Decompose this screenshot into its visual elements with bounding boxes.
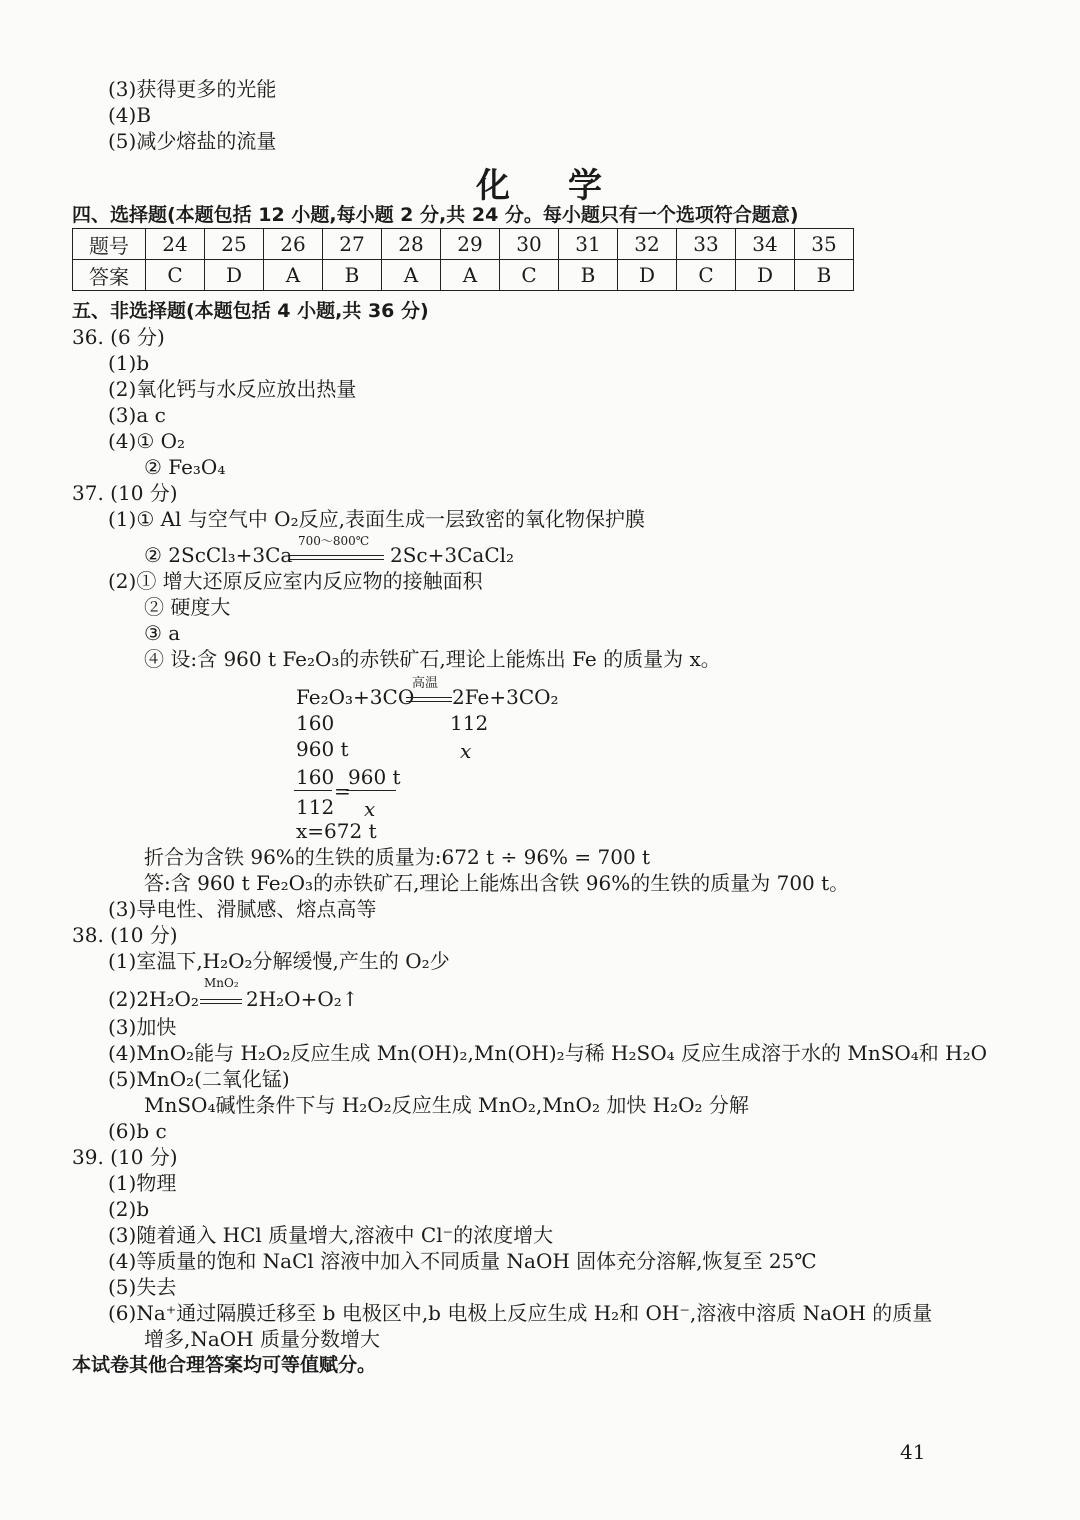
- q39-answer-1: (1)物理: [108, 1171, 177, 1195]
- q38-answer-5-2: MnSO₄碱性条件下与 H₂O₂反应生成 MnO₂,MnO₂ 加快 H₂O₂ 分解: [144, 1093, 749, 1117]
- calc-result: x=672 t: [296, 819, 377, 843]
- q39-answer-6-2: 增多,NaOH 质量分数增大: [144, 1327, 380, 1351]
- table-cell: D: [205, 260, 264, 291]
- page-number: 41: [900, 1440, 926, 1464]
- fraction-bar: [294, 790, 332, 791]
- q37-answer-2-1: (2)① 增大还原反应室内反应物的接触面积: [108, 569, 483, 593]
- frac-numerator-1: 160: [296, 765, 335, 789]
- table-row-answers: [73, 260, 854, 291]
- q38-equation-right: 2H₂O+O₂↑: [246, 987, 359, 1011]
- q37-heading: 37. (10 分): [72, 481, 178, 505]
- q39-answer-5: (5)失去: [108, 1275, 177, 1299]
- table-cell: B: [795, 260, 854, 291]
- q36-heading: 36. (6 分): [72, 325, 165, 349]
- section4-header: 四、选择题(本题包括 12 小题,每小题 2 分,共 24 分。每小题只有一个选项符合题意): [72, 204, 799, 226]
- frac-numerator-2: 960 t: [348, 765, 401, 789]
- frac-denominator-2: x: [364, 797, 376, 821]
- q38-answer-4: (4)MnO₂能与 H₂O₂反应生成 Mn(OH)₂,Mn(OH)₂与稀 H₂SO₄ 反应生成溶于水的 MnSO₄和 H₂O: [108, 1041, 988, 1065]
- equals-sign-icon: [406, 697, 452, 702]
- table-cell: A: [264, 260, 323, 291]
- table-cell: D: [618, 260, 677, 291]
- table-cell: B: [323, 260, 382, 291]
- calc-given-2: x: [460, 739, 472, 763]
- q37-answer-2-3: ③ a: [144, 621, 181, 645]
- calc-molar-1: 160: [296, 711, 335, 735]
- q38-answer-5-1: (5)MnO₂(二氧化锰): [108, 1067, 290, 1091]
- footer-note: 本试卷其他合理答案均可等值赋分。: [72, 1354, 377, 1376]
- calc-molar-2: 112: [450, 711, 489, 735]
- q36-answer-2: (2)氧化钙与水反应放出热量: [108, 377, 357, 401]
- table-row-label: 题号: [73, 229, 146, 260]
- q36-answer-3: (3)a c: [108, 403, 166, 427]
- q37-final-answer: 答:含 960 t Fe₂O₃的赤铁矿石,理论上能炼出含铁 96%的生铁的质量为 700 t。: [144, 871, 850, 895]
- mc-answer-table: [72, 228, 854, 291]
- q37-equation-condition: 700～800℃: [298, 534, 370, 548]
- table-cell: 25: [205, 229, 264, 260]
- equals-sign-icon: [288, 555, 384, 560]
- table-cell: A: [441, 260, 500, 291]
- table-cell: 31: [559, 229, 618, 260]
- q37-answer-2-2: ② 硬度大: [144, 595, 231, 619]
- calc-given-1: 960 t: [296, 737, 349, 761]
- q39-answer-3: (3)随着通入 HCl 质量增大,溶液中 Cl⁻的浓度增大: [108, 1223, 554, 1247]
- page-title: 化 学: [476, 166, 614, 206]
- q36-answer-1: (1)b: [108, 351, 150, 375]
- table-cell: A: [382, 260, 441, 291]
- table-cell: 26: [264, 229, 323, 260]
- q39-answer-6-1: (6)Na⁺通过隔膜迁移至 b 电极区中,b 电极上反应生成 H₂和 OH⁻,溶液中溶质 NaOH 的质量: [108, 1301, 933, 1325]
- table-cell: 35: [795, 229, 854, 260]
- table-row-numbers: [73, 229, 854, 260]
- q38-equation-condition: MnO₂: [204, 976, 239, 990]
- frac-equals: =: [334, 779, 351, 803]
- prev-answer-3: (3)获得更多的光能: [108, 77, 277, 101]
- q38-answer-1: (1)室温下,H₂O₂分解缓慢,产生的 O₂少: [108, 949, 450, 973]
- q39-heading: 39. (10 分): [72, 1145, 178, 1169]
- table-row-label: 答案: [73, 260, 146, 291]
- q37-equation-left: ② 2ScCl₃+3Ca: [144, 543, 293, 567]
- calc-equation-condition: 高温: [412, 676, 439, 691]
- table-cell: 27: [323, 229, 382, 260]
- table-cell: 32: [618, 229, 677, 260]
- q37-equation-right: 2Sc+3CaCl₂: [390, 543, 515, 567]
- frac-denominator-1: 112: [296, 795, 335, 819]
- prev-answer-4: (4)B: [108, 103, 152, 127]
- prev-answer-5: (5)减少熔盐的流量: [108, 129, 277, 153]
- table-cell: 34: [736, 229, 795, 260]
- fraction-bar: [346, 790, 396, 791]
- equals-sign-icon: [200, 999, 242, 1004]
- q37-answer-3: (3)导电性、滑腻感、熔点高等: [108, 897, 377, 921]
- q37-conversion: 折合为含铁 96%的生铁的质量为:672 t ÷ 96% = 700 t: [144, 845, 651, 869]
- q37-answer-2-4: ④ 设:含 960 t Fe₂O₃的赤铁矿石,理论上能炼出 Fe 的质量为 x。: [144, 647, 721, 671]
- calc-equation-left: Fe₂O₃+3CO: [296, 685, 415, 709]
- table-cell: B: [559, 260, 618, 291]
- q39-answer-2: (2)b: [108, 1197, 150, 1221]
- table-cell: C: [500, 260, 559, 291]
- q36-answer-4-2: ② Fe₃O₄: [144, 455, 226, 479]
- q38-equation-left: (2)2H₂O₂: [108, 987, 199, 1011]
- q38-answer-6: (6)b c: [108, 1119, 167, 1143]
- table-cell: 33: [677, 229, 736, 260]
- table-cell: 28: [382, 229, 441, 260]
- table-cell: C: [146, 260, 205, 291]
- calc-equation-right: 2Fe+3CO₂: [452, 685, 559, 709]
- q38-heading: 38. (10 分): [72, 923, 178, 947]
- section5-header: 五、非选择题(本题包括 4 小题,共 36 分): [72, 300, 429, 322]
- q39-answer-4: (4)等质量的饱和 NaCl 溶液中加入不同质量 NaOH 固体充分溶解,恢复至 25℃: [108, 1249, 817, 1273]
- q38-answer-3: (3)加快: [108, 1015, 177, 1039]
- q36-answer-4-1: (4)① O₂: [108, 429, 186, 453]
- q37-answer-1-1: (1)① Al 与空气中 O₂反应,表面生成一层致密的氧化物保护膜: [108, 507, 645, 531]
- table-cell: 29: [441, 229, 500, 260]
- table-cell: 24: [146, 229, 205, 260]
- table-cell: D: [736, 260, 795, 291]
- table-cell: 30: [500, 229, 559, 260]
- table-cell: C: [677, 260, 736, 291]
